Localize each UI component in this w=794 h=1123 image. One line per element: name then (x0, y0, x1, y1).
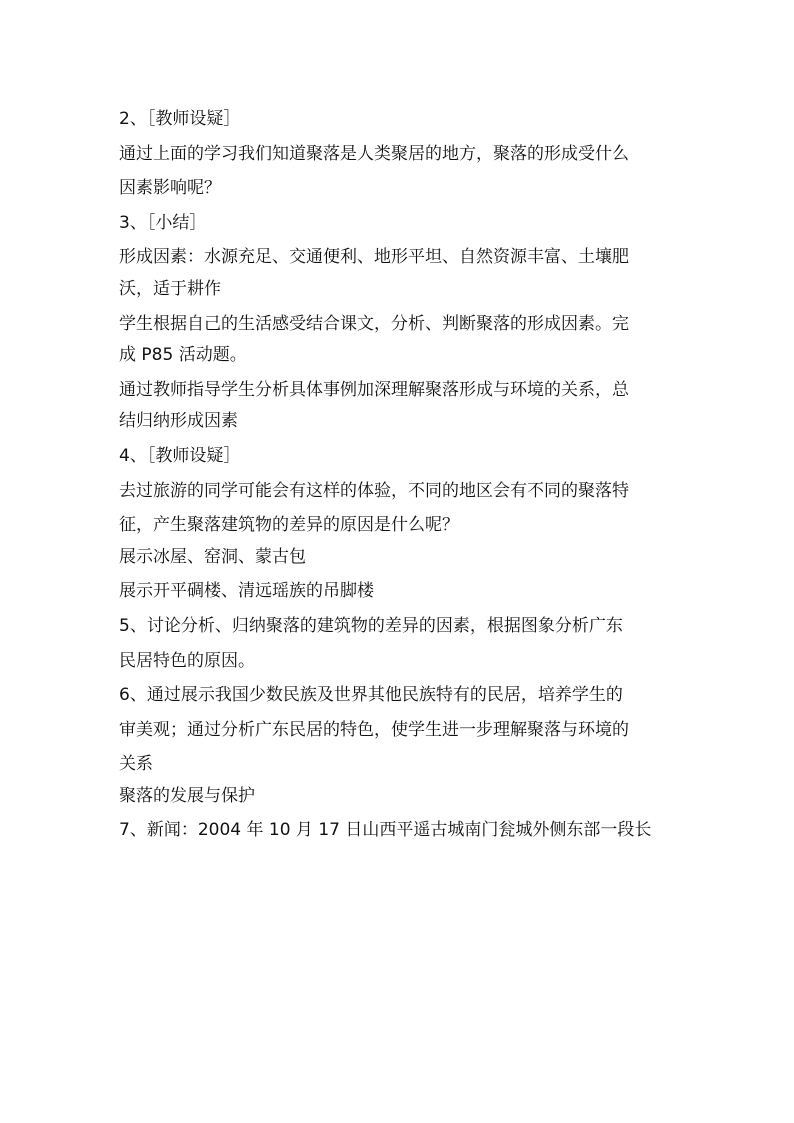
paragraph-line: 7、新闻：2004 年 10 月 17 日山西平遥古城南门瓮城外侧东部一段长 (119, 820, 652, 841)
paragraph-line: 结归纳形成因素 (119, 411, 238, 432)
paragraph-line: 成 P85 活动题。 (119, 345, 247, 366)
paragraph-line: 关系 (119, 754, 153, 775)
paragraph-line: 审美观；通过分析广东民居的特色，使学生进一步理解聚落与环境的 (119, 719, 629, 740)
paragraph-line: 民居特色的原因。 (119, 650, 255, 671)
paragraph-line: 展示开平碉楼、清远瑶族的吊脚楼 (119, 581, 374, 602)
paragraph-line: 通过教师指导学生分析具体事例加深理解聚落形成与环境的关系，总 (119, 379, 629, 400)
paragraph-line: 展示冰屋、窑洞、蒙古包 (119, 546, 306, 567)
paragraph-line: 6、通过展示我国少数民族及世界其他民族特有的民居，培养学生的 (119, 685, 623, 706)
heading-summary-3: 3、［小结］ (119, 212, 207, 233)
paragraph-line: 去过旅游的同学可能会有这样的体验，不同的地区会有不同的聚落特 (119, 480, 629, 501)
paragraph-line: 5、讨论分析、归纳聚落的建筑物的差异的因素，根据图象分析广东 (119, 615, 623, 636)
paragraph-line: 学生根据自己的生活感受结合课文，分析、判断聚落的形成因素。完 (119, 313, 629, 334)
heading-teacher-question-4: 4、［教师设疑］ (119, 445, 241, 466)
paragraph-line: 通过上面的学习我们知道聚落是人类聚居的地方，聚落的形成受什么 (119, 143, 629, 164)
paragraph-line: 沃，适于耕作 (119, 278, 221, 299)
paragraph-line: 征，产生聚落建筑物的差异的原因是什么呢？ (119, 515, 459, 536)
heading-teacher-question-2: 2、［教师设疑］ (119, 109, 241, 129)
paragraph-line: 因素影响呢？ (119, 178, 221, 199)
paragraph-line: 形成因素：水源充足、交通便利、地形平坦、自然资源丰富、土壤肥 (119, 247, 629, 268)
document-body (119, 102, 679, 848)
section-heading-development-protection: 聚落的发展与保护 (119, 785, 255, 806)
